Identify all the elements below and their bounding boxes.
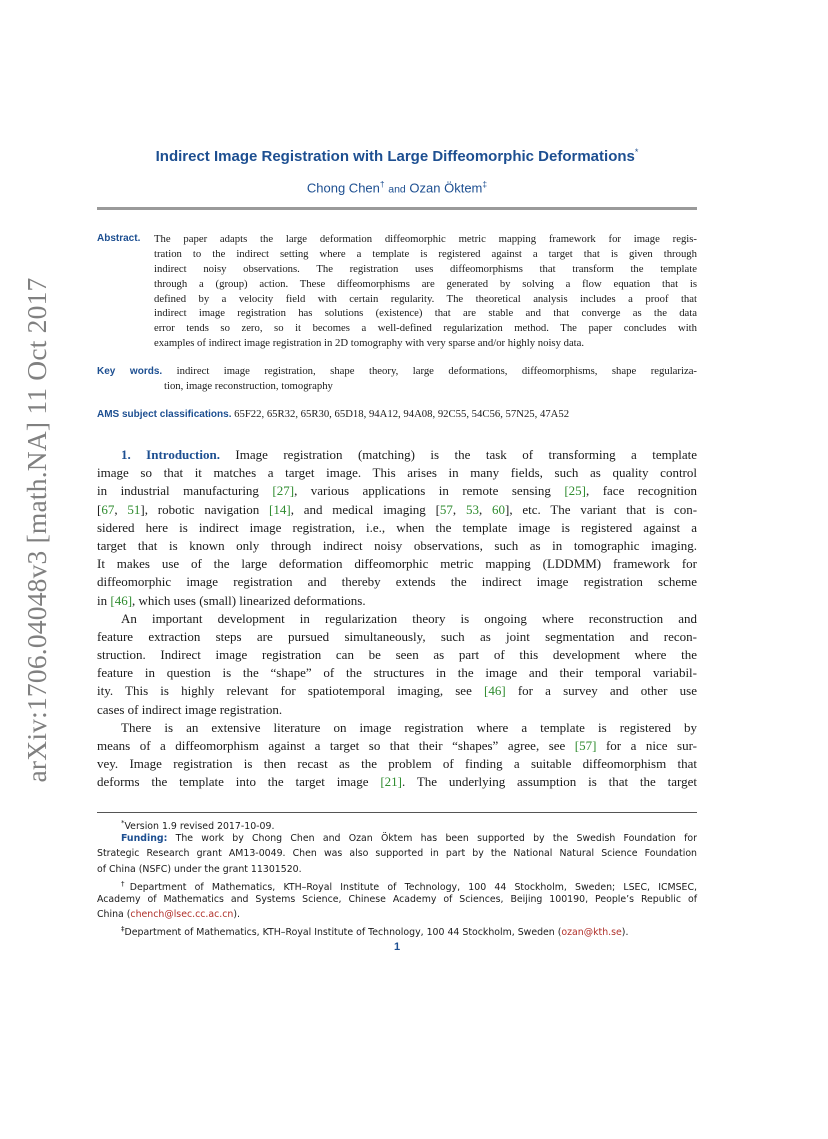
footnote-line: Strategic Research grant AM13-0049. Chen was also supported in part by the National Natural Science Foundation <box>97 848 697 860</box>
title-footnote-mark: * <box>634 147 639 157</box>
email-link[interactable]: chench@lsec.cc.ac.cn <box>130 909 234 921</box>
abstract-line: error tends so zero, so it becomes a well-defined regularization method. The paper concludes with <box>154 322 697 335</box>
citation-link[interactable]: 67 <box>101 501 115 517</box>
body-line <box>97 773 697 791</box>
keywords-text-1: indirect image registration, shape theory, large deformations, diffeomorphisms, shape regulariza- <box>176 365 697 377</box>
body-text: . The underlying assumption is that the target <box>401 774 697 790</box>
body-text: , various applications in remote sensing <box>294 483 565 499</box>
ams-label: AMS subject classifications. <box>97 409 232 420</box>
abstract-line: through a (group) action. These diffeomorphisms are generated by solving a flow equation that is <box>154 277 697 290</box>
ams-classifications <box>97 407 697 423</box>
body-text: [ <box>97 501 102 517</box>
footnote-line <box>97 907 697 922</box>
body-text: for a survey and other use <box>505 683 697 699</box>
body-text: , and medical imaging [ <box>290 501 440 517</box>
body-line: feature extraction steps are pursued simultaneously, such as joint segmentation and recon- <box>97 628 697 644</box>
citation-link[interactable]: 60 <box>492 501 506 517</box>
introduction-section <box>97 446 697 792</box>
footnote-line: of China (NSFC) under the grant 11301520. <box>97 863 302 875</box>
funding-label: Funding: <box>121 833 168 845</box>
abstract-body <box>154 232 697 351</box>
body-line <box>97 501 697 519</box>
citation-link[interactable]: [27] <box>272 483 295 499</box>
footnote-text: Version 1.9 revised 2017-10-09. <box>124 821 275 833</box>
body-text: ], robotic navigation <box>140 501 270 517</box>
body-line: An important development in regularization theory is ongoing where reconstruction and <box>121 610 697 626</box>
citation-link[interactable]: [25] <box>564 483 586 499</box>
body-line: diffeomorphic image registration and thereby extends the indirect image registration scheme <box>97 574 697 590</box>
citation-link[interactable]: [14] <box>269 501 291 517</box>
body-line: There is an extensive literature on image registration where a template is registered by <box>121 719 697 735</box>
abstract-label: Abstract. <box>97 233 141 244</box>
citation-link[interactable]: 53 <box>465 501 479 517</box>
citation-link[interactable]: [57] <box>574 738 597 753</box>
footnote-affiliation-2 <box>97 922 697 937</box>
abstract-line: defined by a velocity field with certain regularity. The theoretical analysis includes a proof that <box>154 292 697 305</box>
abstract-line: indirect noisy observations. The registration uses diffeomorphisms that transform the template <box>154 262 697 275</box>
author-1: Chong Chen <box>306 180 380 196</box>
body-text: , <box>114 501 128 517</box>
footnote-text: Department of Mathematics, KTH–Royal Institute of Technology, 100 44 Stockholm, Sweden ( <box>124 927 562 939</box>
footnote-text: ). <box>621 927 629 939</box>
body-line <box>97 482 697 500</box>
paper-title <box>97 147 697 165</box>
keywords-label: Key words. <box>97 366 163 377</box>
section-heading: 1. Introduction. <box>121 447 220 462</box>
footnote-version <box>97 816 697 831</box>
keywords-text-2: tion, image reconstruction, tomography <box>164 379 333 392</box>
footnote-text: China ( <box>97 909 131 921</box>
body-text: means of a diffeomorphism against a target so that their “shapes” agree, see <box>97 738 575 753</box>
abstract-line: examples of indirect image registration in 2D tomography with very sparse and/or highly noisy data. <box>154 337 585 350</box>
title-rule <box>97 207 697 210</box>
arxiv-id: arXiv:1706.04048v3 [math.NA] 11 Oct 2017 <box>21 277 52 783</box>
body-line: vey. Image registration is then recast as the problem of finding a suitable diffeomorphism that <box>97 756 697 772</box>
body-text: deforms the template into the target image <box>97 774 381 790</box>
footnote-text: ). <box>233 909 240 921</box>
body-line: struction. Indirect image registration can be seen as part of this development where the <box>97 647 697 663</box>
abstract <box>97 231 697 351</box>
abstract-line: The paper adapts the large deformation diffeomorphic metric mapping framework for image regis- <box>154 233 697 246</box>
footnote-funding <box>97 831 697 846</box>
body-text: , <box>478 501 493 517</box>
body-text: , <box>452 501 466 517</box>
citation-link[interactable]: [46] <box>110 592 133 608</box>
citation-link[interactable]: 51 <box>127 501 141 517</box>
footnote-text: The work by Chong Chen and Ozan Öktem has been supported by the Swedish Foundation for <box>175 833 698 845</box>
footnotes <box>97 816 697 938</box>
body-line: cases of indirect image registration. <box>97 701 283 717</box>
author-conjunction: and <box>388 183 406 196</box>
body-line <box>97 592 697 610</box>
body-line <box>97 446 697 464</box>
ams-codes: 65F22, 65R32, 65R30, 65D18, 94A12, 94A08, 92C55, 54C56, 57N25, 47A52 <box>234 408 570 420</box>
abstract-line: indirect image registration has solutions (existence) that are stable and that converge as the data <box>154 307 697 320</box>
body-text: ], etc. The variant that is con- <box>505 501 698 517</box>
body-line: image so that it matches a target image. This arises in many fields, such as quality control <box>97 465 697 481</box>
body-line: target that is known only through indirect noisy observations, such as in tomographic imaging. <box>97 537 697 553</box>
body-line: sidered here is indirect image registration, i.e., when the template image is registered against a <box>97 519 697 535</box>
footnote-line: Academy of Mathematics and Systems Science, Chinese Academy of Sciences, Beijing 100190, People’s Republic of <box>97 893 697 905</box>
footnote-text: Department of Mathematics, KTH–Royal Institute of Technology, 100 44 Stockholm, Sweden; LSEC, ICMSEC, <box>129 881 697 893</box>
body-text: ity. This is highly relevant for spatiotemporal imaging, see <box>97 683 485 699</box>
footnote-affiliation-1 <box>97 877 697 892</box>
author-1-mark: † <box>379 179 385 189</box>
author-2-mark: ‡ <box>482 179 488 189</box>
author-2: Ozan Öktem <box>409 180 483 196</box>
keywords <box>97 364 697 394</box>
body-line: It makes use of the large deformation diffeomorphic metric mapping (LDDMM) framework for <box>97 556 697 572</box>
keywords-line <box>97 364 697 379</box>
email-link[interactable]: ozan@kth.se <box>561 927 622 939</box>
citation-link[interactable]: [21] <box>380 774 402 790</box>
page-number: 1 <box>393 941 401 953</box>
footnote-mark: ‡ <box>121 925 125 934</box>
footnote-mark: † <box>121 879 130 888</box>
body-line <box>97 737 697 755</box>
title-text: Indirect Image Registration with Large Diffeomorphic Deformations <box>155 148 635 165</box>
footnote-mark: * <box>121 819 125 827</box>
arxiv-stamp <box>14 200 60 860</box>
body-text: Image registration (matching) is the task of transforming a template <box>235 447 697 462</box>
author-line <box>97 179 697 195</box>
body-text: , face recognition <box>586 483 697 499</box>
citation-link[interactable]: 57 <box>439 501 453 517</box>
citation-link[interactable]: [46] <box>484 683 506 699</box>
footnote-rule <box>97 812 697 813</box>
body-text: for a nice sur- <box>596 738 697 753</box>
body-text: in industrial manufacturing <box>97 483 273 499</box>
body-text: , which uses (small) linearized deformations. <box>132 592 366 608</box>
body-line: feature in question is the “shape” of the structures in the image and their temporal variabil- <box>97 665 697 681</box>
body-line <box>97 682 697 700</box>
abstract-line: tration to the indirect setting where a template is registered against a target that is given through <box>154 247 697 260</box>
body-text: in <box>97 592 111 608</box>
